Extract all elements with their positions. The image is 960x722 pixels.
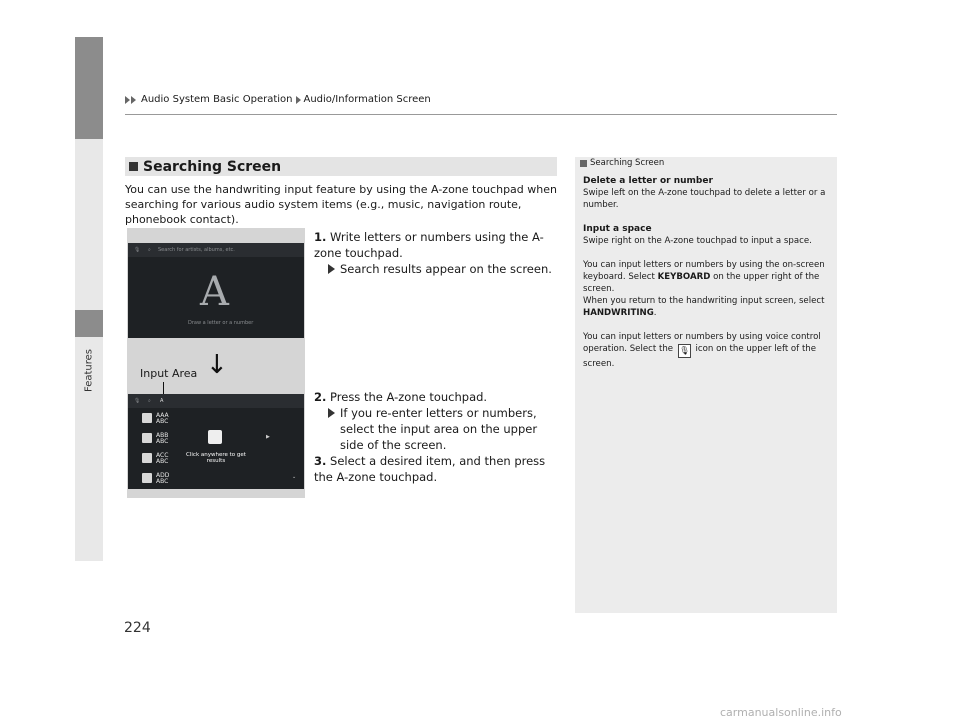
note-heading-delete: Delete a letter or number <box>583 176 713 186</box>
chapter-tab-marker <box>75 310 103 337</box>
reference-icon <box>580 160 587 167</box>
watermark[interactable]: carmanualsonline.info <box>720 706 842 719</box>
music-note-icon <box>142 473 152 483</box>
header-rule <box>125 114 837 115</box>
hand-pointer-icon <box>208 430 222 444</box>
input-area-label: Input Area <box>140 367 198 380</box>
search-query: A <box>160 398 164 404</box>
step-3: 3. Select a desired item, and then press the A-zone touchpad. <box>314 454 546 484</box>
result-item: AAA ABC <box>142 410 194 428</box>
draw-prompt: Draw a letter or a number <box>188 320 254 326</box>
search-bar <box>128 394 304 408</box>
note-space: Swipe right on the A-zone touchpad to input a space. <box>583 236 812 246</box>
input-area-pointer <box>163 382 164 394</box>
mic-icon: 🎙 <box>678 344 691 358</box>
breadcrumb-part-2[interactable]: Audio/Information Screen <box>303 94 431 105</box>
handwriting-screen-shot <box>128 243 304 338</box>
note-voice: You can input letters or numbers by using voice control operation. Select the 🎙 icon on the upper left of the screen. <box>583 332 821 369</box>
music-note-icon <box>142 433 152 443</box>
result-arrow-icon <box>328 264 335 274</box>
step-1: 1. Write letters or numbers using the A-zone touchpad. Search results appear on the screen. <box>314 230 552 276</box>
step-2: 2. Press the A-zone touchpad. If you re-enter letters or numbers, select the input area on the upper side of the screen. <box>314 390 538 452</box>
search-placeholder: Search for artists, albums, etc. <box>158 247 235 253</box>
handwritten-letter: A <box>200 269 229 315</box>
chevron-down-icon: ⌄ <box>292 474 297 480</box>
music-note-icon <box>142 453 152 463</box>
chapter-tab-top <box>75 37 103 139</box>
mic-icon: 🎙 <box>134 398 141 404</box>
square-bullet-icon <box>129 162 138 171</box>
result-arrow-icon <box>328 408 335 418</box>
intro-paragraph: You can use the handwriting input feature by using the A-zone touchpad when searching for various audio system items (e.g., music, navigation route, phonebook contact). <box>125 183 557 226</box>
note-keyboard: You can input letters or numbers by using the on-screen keyboard. Select KEYBOARD on the upper right of the screen. When you return to the handwriting input screen, select HANDWRITING. <box>583 260 825 318</box>
result-item: ABB ABC <box>142 430 194 448</box>
section-heading <box>125 157 557 176</box>
mic-icon: 🎙 <box>134 247 141 253</box>
result-item: ADD ABC <box>142 470 194 488</box>
breadcrumb-arrow-icon <box>296 96 301 104</box>
section-title: Searching Screen <box>143 158 282 175</box>
breadcrumb-part-1[interactable]: Audio System Basic Operation <box>141 94 293 105</box>
breadcrumb-arrows-icon <box>125 96 136 104</box>
page-number: 224 <box>124 620 151 636</box>
result-item: ACC ABC <box>142 450 194 468</box>
music-note-icon <box>142 413 152 423</box>
search-icon: ⌕ <box>148 247 151 253</box>
results-screen-shot <box>128 394 304 489</box>
play-icon: ▶ <box>266 434 270 440</box>
down-arrow-icon: ↓ <box>206 350 228 380</box>
notes-title: Searching Screen <box>580 158 664 168</box>
click-prompt: Click anywhere to get results <box>186 452 246 464</box>
notes-body <box>583 175 833 382</box>
note-heading-space: Input a space <box>583 224 652 234</box>
search-icon: ⌕ <box>148 398 151 404</box>
breadcrumb <box>125 94 431 105</box>
chapter-label: Features <box>83 349 95 392</box>
note-delete: Swipe left on the A-zone touchpad to delete a letter or a number. <box>583 188 826 210</box>
